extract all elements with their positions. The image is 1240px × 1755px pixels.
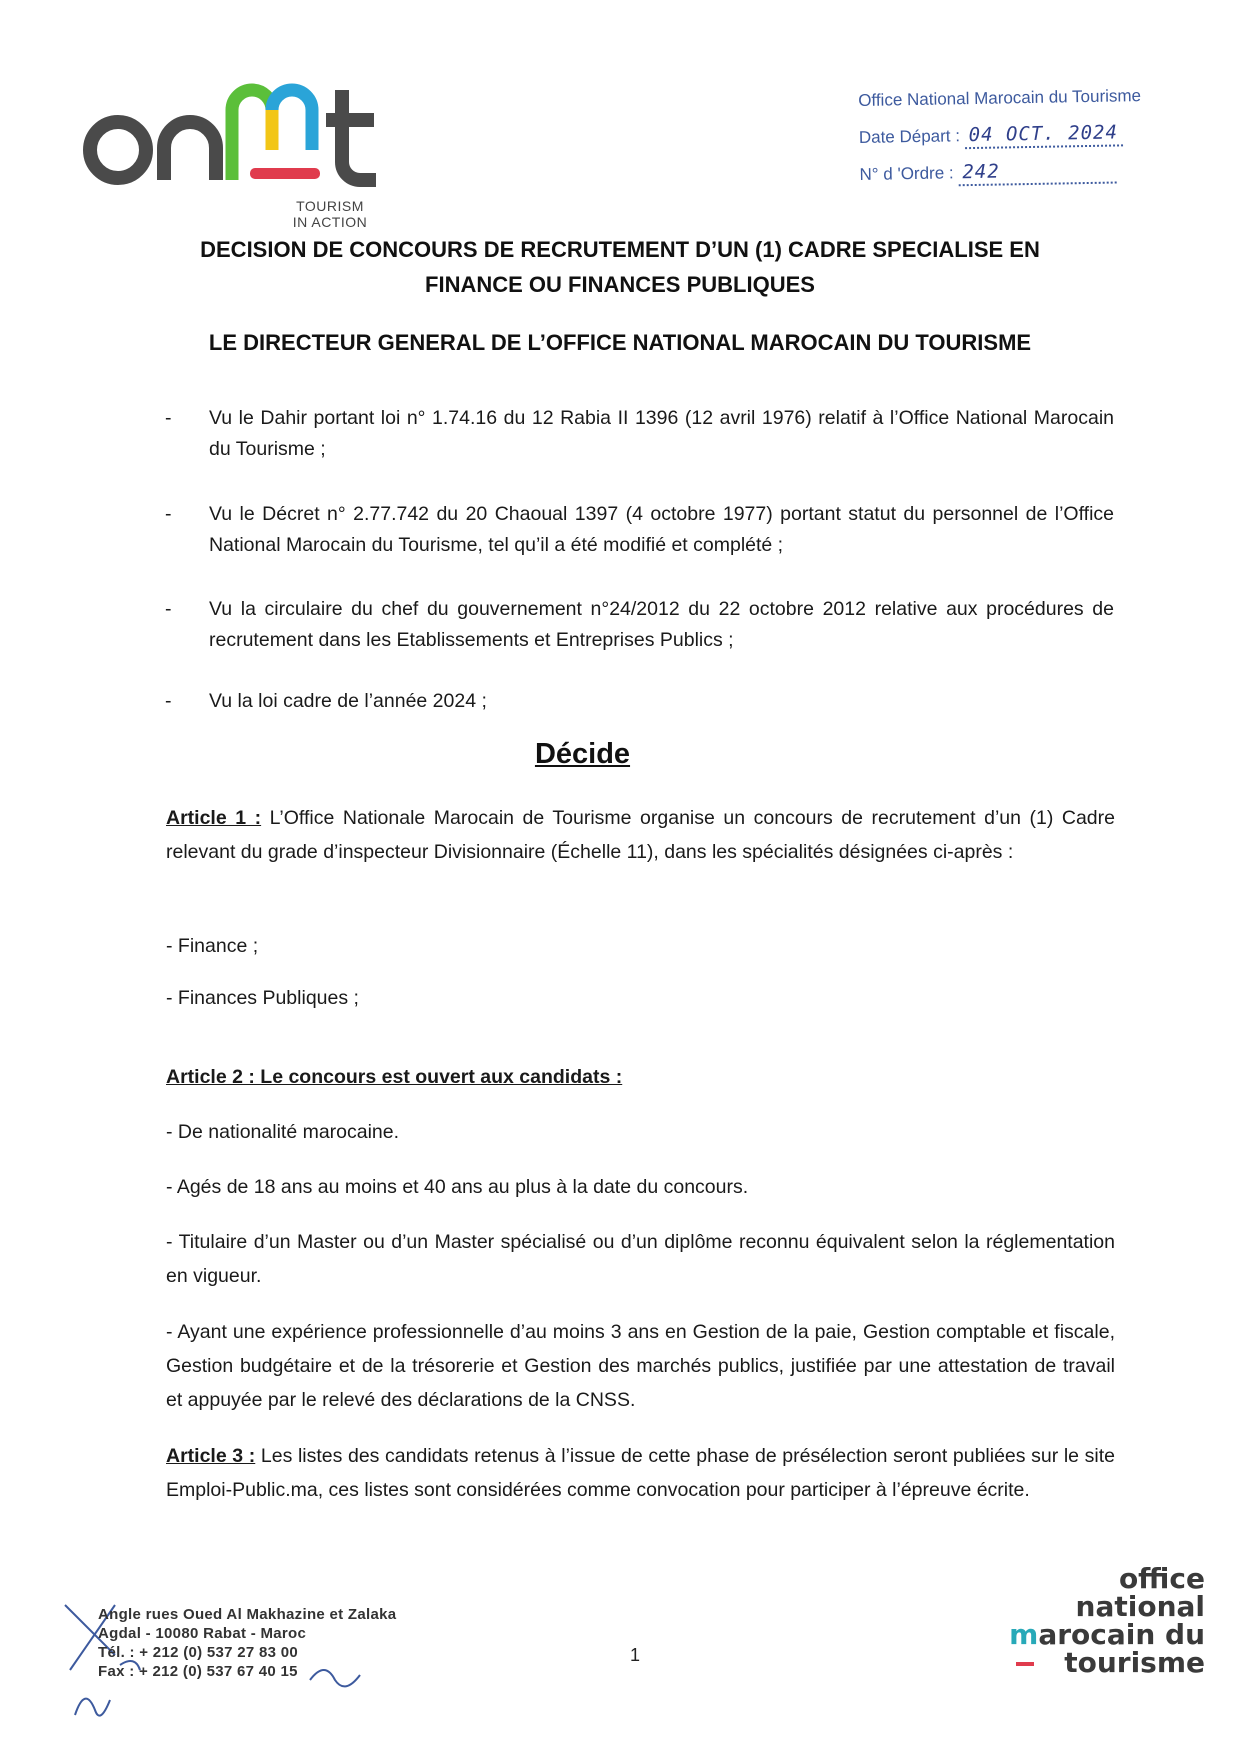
stamp-date-row <box>859 120 1150 162</box>
vu-dash: - <box>165 407 172 429</box>
article-2-label: Article 2 : Le concours est ouvert aux candidats : <box>166 1066 623 1088</box>
page-number: 1 <box>630 1645 641 1665</box>
stamp-order-value: 242 <box>962 160 1000 184</box>
fax-signature-scribble <box>305 1660 365 1700</box>
footer-logo-line4 <box>985 1646 1205 1679</box>
vu-dash: - <box>165 598 172 620</box>
footer-logo-m: m <box>1009 1618 1039 1651</box>
logo-tagline <box>260 198 400 230</box>
logo-tagline-line2: IN ACTION <box>292 214 368 230</box>
address-line1: Angle rues Oued Al Makhazine et Zalaka <box>98 1606 397 1623</box>
address-line2: Agdal - 10080 Rabat - Maroc <box>98 1625 307 1642</box>
vu-dash: - <box>165 690 172 712</box>
stamp-date-label: Date Départ : <box>858 126 961 147</box>
logo-tagline-line1: TOURISM <box>296 198 364 214</box>
stamp-order-label: N° d 'Ordre : <box>859 163 954 184</box>
article-1-item: - Finances Publiques ; <box>166 987 359 1009</box>
article-2-item: - Agés de 18 ans au moins et 40 ans au plus à la date du concours. <box>166 1176 749 1198</box>
article-2-item: - Ayant une expérience professionnelle d’au moins 3 ans en Gestion de la paie, Gestion comptable et fiscale, Gestion budgétaire et de la trésorerie et Gestion des marchés publics, justifiée par une attestation de travail et appuyée par le relevé des déclarations de la CNSS. <box>166 1321 1115 1411</box>
footer-logo <box>985 1562 1205 1679</box>
footer-logo-line3 <box>985 1618 1205 1651</box>
article-3-label: Article 3 : <box>166 1445 256 1467</box>
footer-logo-line4-text: tourisme <box>1064 1646 1205 1679</box>
decide-heading: Décide <box>534 738 631 770</box>
vu-text: Vu le Décret n° 2.77.742 du 20 Chaoual 1397 (4 octobre 1977) portant statut du personnel de l’Office National Marocain du Tourisme, tel qu’il a été modifié et complété ; <box>209 503 1114 556</box>
stamp-org: Office National Marocain du Tourisme <box>858 86 1142 110</box>
article-2-item: - Titulaire d’un Master ou d’un Master spécialisé ou d’un diplôme reconnu équivalent selon la réglementation en vigueur. <box>166 1231 1115 1287</box>
footer-logo-line2: national <box>1075 1590 1205 1623</box>
document-title <box>140 232 1100 302</box>
vu-dash: - <box>165 503 172 525</box>
footer-tel: Tél. : + 212 (0) 537 27 83 00 <box>98 1644 299 1661</box>
onmt-logo <box>80 70 420 230</box>
article-2-item: - De nationalité marocaine. <box>166 1121 400 1143</box>
article-3 <box>166 1439 1115 1507</box>
footer-fax: Fax : + 212 (0) 537 67 40 15 <box>98 1663 298 1680</box>
stamp-date-value: 04 OCT. 2024 <box>968 121 1119 147</box>
vu-text: Vu le Dahir portant loi n° 1.74.16 du 12 Rabia II 1396 (12 avril 1976) relatif à l’Office National Marocain du Tourisme ; <box>209 407 1114 460</box>
departure-stamp <box>858 83 1150 199</box>
article-1-label: Article 1 : <box>166 807 262 829</box>
footer-logo-red-dash <box>1016 1662 1034 1666</box>
onmt-logo-mark <box>80 70 420 195</box>
article-1-item: - Finance ; <box>166 935 259 957</box>
article-3-text: Les listes des candidats retenus à l’issue de cette phase de présélection seront publiées sur le site Emploi-Public.ma, ces listes sont considérées comme convocation pour participer à l’épreuve écrite. <box>166 1445 1115 1501</box>
vu-text: Vu la loi cadre de l’année 2024 ; <box>209 690 487 712</box>
footer-logo-line1: office <box>1118 1562 1205 1595</box>
footer-logo-line3-rest: arocain du <box>1038 1618 1205 1651</box>
title-line2: FINANCE OU FINANCES PUBLIQUES <box>425 272 815 297</box>
vu-text: Vu la circulaire du chef du gouvernement n°24/2012 du 22 octobre 2012 relative aux procédures de recrutement dans les Etablissements et Entreprises Publics ; <box>209 598 1114 651</box>
article-1 <box>166 801 1115 869</box>
title-line1: DECISION DE CONCOURS DE RECRUTEMENT D’UN (1) CADRE SPECIALISE EN <box>200 237 1040 262</box>
document-subtitle: LE DIRECTEUR GENERAL DE L’OFFICE NATIONAL MAROCAIN DU TOURISME <box>208 330 1032 355</box>
article-1-text: L’Office Nationale Marocain de Tourisme organise un concours de recrutement d’un (1) Cadre relevant du grade d’inspecteur Divisionnaire (Échelle 11), dans les spécialités désignées ci-après : <box>166 807 1115 863</box>
stamp-order-row <box>859 157 1150 199</box>
